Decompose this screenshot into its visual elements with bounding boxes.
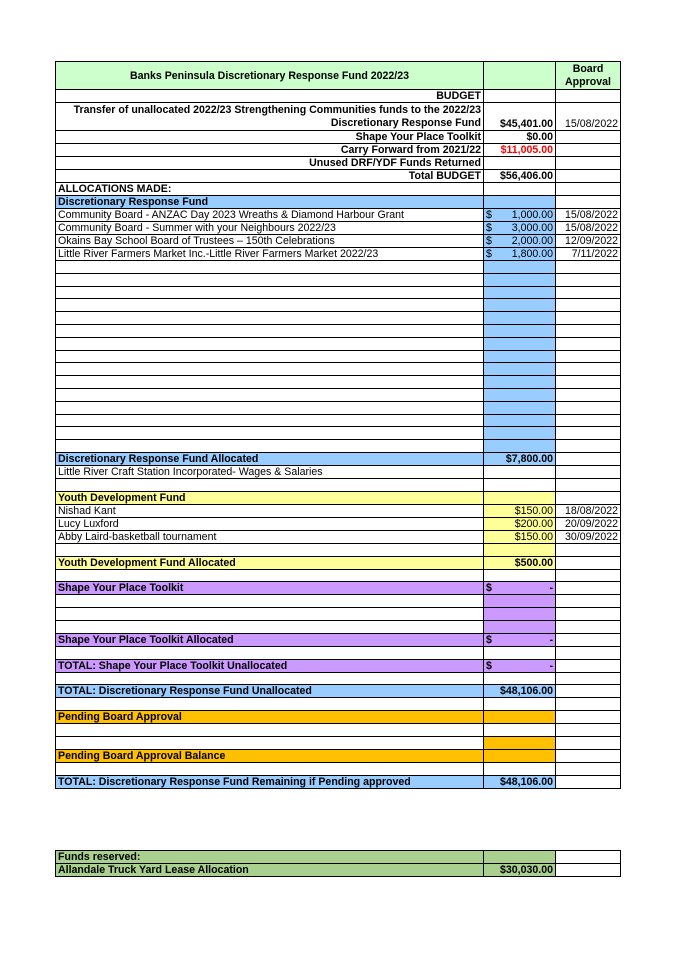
reserved-table	[55, 850, 621, 877]
title-row	[56, 62, 621, 90]
remaining-amount: $48,106.00	[484, 775, 556, 788]
pending-balance-row: Pending Board Approval Balance	[56, 749, 621, 762]
drf-unallocated-amount: $48,106.00	[484, 685, 556, 698]
ydf-date: 20/09/2022	[556, 517, 621, 530]
spacer-row	[56, 646, 621, 659]
syp-empty-row	[56, 595, 621, 608]
syp-heading-row: Shape Your Place Toolkit $ -	[56, 582, 621, 595]
spacer-row	[56, 543, 621, 556]
reserved-amount: $30,030.00	[484, 864, 556, 877]
spacer-row	[56, 762, 621, 775]
syp-allocated-row: Shape Your Place Toolkit Allocated $ -	[56, 633, 621, 646]
drf-empty-row	[56, 376, 621, 389]
spacer-row	[56, 478, 621, 491]
board-approval-header: Board Approval	[556, 62, 621, 90]
ydf-allocation-row	[56, 504, 621, 517]
drf-empty-row	[56, 324, 621, 337]
spacer-row	[56, 724, 621, 737]
allocation-date: 12/09/2022	[556, 235, 621, 248]
carry-forward-amount: $11,005.00	[484, 144, 556, 157]
allocation-description: Okains Bay School Board of Trustees – 150th Celebrations	[56, 235, 484, 248]
ydf-allocated-amount: $500.00	[484, 556, 556, 569]
ydf-allocation-row	[56, 517, 621, 530]
ydf-recipient: Lucy Luxford	[56, 517, 484, 530]
total-budget-amount: $56,406.00	[484, 170, 556, 183]
drf-empty-row	[56, 363, 621, 376]
drf-empty-row	[56, 261, 621, 274]
toolkit-budget-row: Shape Your Place Toolkit $0.00	[56, 131, 621, 144]
transfer-date: 15/08/2022	[556, 103, 621, 131]
drf-unallocated-row: TOTAL: Discretionary Response Fund Unallocated $48,106.00	[56, 685, 621, 698]
ydf-allocated-row: Youth Development Fund Allocated $500.00	[56, 556, 621, 569]
allocation-date: 15/08/2022	[556, 209, 621, 222]
ydf-amount: $200.00	[484, 517, 556, 530]
allocation-date: 15/08/2022	[556, 222, 621, 235]
ydf-amount: $150.00	[484, 530, 556, 543]
transfer-row	[56, 103, 621, 131]
drf-allocation-row	[56, 222, 621, 235]
drf-empty-row	[56, 299, 621, 312]
pending-empty-row	[56, 736, 621, 749]
allocation-amount: $ 1,000.00	[484, 209, 556, 222]
ydf-recipient: Nishad Kant	[56, 504, 484, 517]
allocation-amount: $ 2,000.00	[484, 235, 556, 248]
ydf-recipient: Abby Laird-basketball tournament	[56, 530, 484, 543]
budget-table	[55, 61, 621, 789]
drf-empty-row	[56, 350, 621, 363]
drf-empty-row	[56, 312, 621, 325]
sheet-title: Banks Peninsula Discretionary Response Fund 2022/23	[56, 62, 484, 90]
total-budget-row: Total BUDGET $56,406.00	[56, 170, 621, 183]
ydf-date: 30/09/2022	[556, 530, 621, 543]
reserved-item-row: Allandale Truck Yard Lease Allocation $30,030.00	[56, 864, 621, 877]
drf-allocated-amount: $7,800.00	[484, 452, 556, 465]
allocation-description: Community Board - Summer with your Neighbours 2022/23	[56, 222, 484, 235]
drf-after-row: Little River Craft Station Incorporated- Wages & Salaries	[56, 465, 621, 478]
transfer-label: Transfer of unallocated 2022/23 Strengthening Communities funds to the 2022/23 Discretionary Response Fund	[56, 103, 484, 131]
ydf-allocation-row	[56, 530, 621, 543]
allocation-description: Community Board - ANZAC Day 2023 Wreaths & Diamond Harbour Grant	[56, 209, 484, 222]
allocation-amount: $ 1,800.00	[484, 248, 556, 261]
budget-row	[56, 90, 621, 103]
drf-empty-row	[56, 273, 621, 286]
transfer-amount: $45,401.00	[484, 103, 556, 131]
drf-empty-row	[56, 440, 621, 453]
pending-heading-row: Pending Board Approval	[56, 711, 621, 724]
carry-forward-row: Carry Forward from 2021/22 $11,005.00	[56, 144, 621, 157]
reserved-heading-row: Funds reserved:	[56, 851, 621, 864]
ydf-amount: $150.00	[484, 504, 556, 517]
allocation-amount: $ 3,000.00	[484, 222, 556, 235]
drf-heading-row: Discretionary Response Fund	[56, 196, 621, 209]
spacer-row	[56, 698, 621, 711]
unused-funds-row: Unused DRF/YDF Funds Returned	[56, 157, 621, 170]
allocations-header-row: ALLOCATIONS MADE:	[56, 183, 621, 196]
drf-empty-row	[56, 401, 621, 414]
drf-empty-row	[56, 286, 621, 299]
drf-empty-row	[56, 337, 621, 350]
allocation-date: 7/11/2022	[556, 248, 621, 261]
budget-label: BUDGET	[56, 90, 484, 103]
syp-unallocated-row: TOTAL: Shape Your Place Toolkit Unallocated $ -	[56, 659, 621, 672]
ydf-date: 18/08/2022	[556, 504, 621, 517]
remaining-row: TOTAL: Discretionary Response Fund Remaining if Pending approved $48,106.00	[56, 775, 621, 788]
spacer-row	[56, 569, 621, 582]
drf-empty-row	[56, 427, 621, 440]
syp-empty-row	[56, 620, 621, 633]
spacer-row	[56, 672, 621, 685]
drf-allocation-row	[56, 209, 621, 222]
drf-allocation-row	[56, 235, 621, 248]
drf-empty-row	[56, 414, 621, 427]
drf-empty-row	[56, 388, 621, 401]
drf-allocation-row	[56, 248, 621, 261]
syp-empty-row	[56, 608, 621, 621]
allocation-description: Little River Farmers Market Inc.-Little River Farmers Market 2022/23	[56, 248, 484, 261]
drf-allocated-row: Discretionary Response Fund Allocated $7,800.00	[56, 452, 621, 465]
ydf-heading-row: Youth Development Fund	[56, 491, 621, 504]
